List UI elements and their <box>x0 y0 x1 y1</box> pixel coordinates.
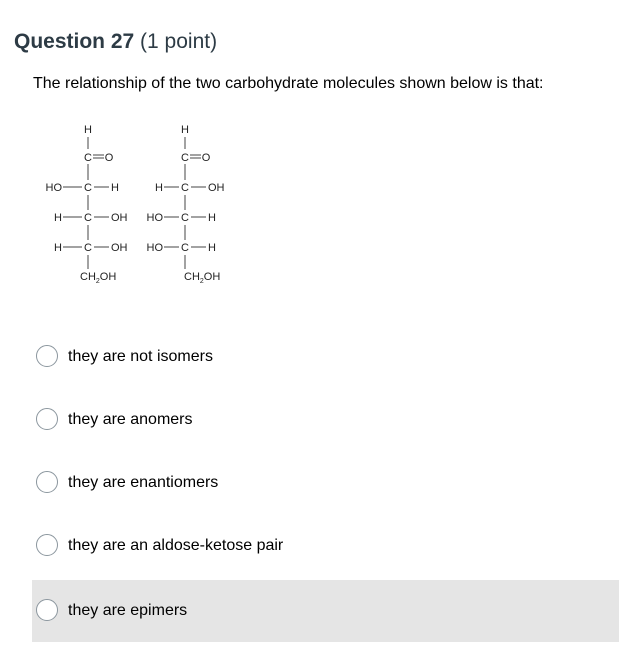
right-top-h: H <box>181 124 189 136</box>
right-row1-left: H <box>155 182 163 194</box>
left-row2-left: H <box>54 212 62 224</box>
question-header <box>14 30 217 54</box>
left-top-h: H <box>84 124 92 136</box>
question-number: Question 27 <box>14 30 135 53</box>
right-row1-right: OH <box>208 182 225 194</box>
right-row2-left: HO <box>146 212 163 224</box>
left-row3-c: C <box>84 242 92 254</box>
right-row2-right: H <box>208 212 216 224</box>
left-row1-left: HO <box>45 182 62 194</box>
left-row2-c: C <box>84 212 92 224</box>
radio-button[interactable] <box>36 408 58 430</box>
answer-option-aldose-ketose[interactable] <box>32 515 619 577</box>
right-row3-right: H <box>208 242 216 254</box>
radio-button[interactable] <box>36 534 58 556</box>
answer-option-label[interactable]: they are anomers <box>68 411 193 428</box>
answer-option-enantiomers[interactable] <box>32 452 619 514</box>
answer-option-label[interactable]: they are not isomers <box>68 348 213 365</box>
answer-option-label[interactable]: they are epimers <box>68 602 188 619</box>
answer-option-not-isomers[interactable] <box>32 326 619 388</box>
left-bottom-group: $CH_2OH$ <box>80 271 117 285</box>
right-row3-c: C <box>181 242 189 254</box>
question-points: (1 point) <box>140 30 218 53</box>
question-text: The relationship of the two carbohydrate molecules shown below is that: <box>33 75 544 92</box>
right-row3-left: HO <box>146 242 163 254</box>
right-carbonyl-c: C <box>181 152 189 164</box>
left-carbonyl-o: O <box>104 152 114 164</box>
radio-button[interactable] <box>36 471 58 493</box>
left-row3-right: OH <box>111 242 128 254</box>
right-molecule <box>147 124 225 285</box>
left-carbonyl-c: C <box>84 152 92 164</box>
left-row3-left: H <box>54 242 62 254</box>
left-molecule <box>46 124 128 285</box>
left-row2-right: OH <box>111 212 128 224</box>
answer-option-anomers[interactable] <box>32 389 619 451</box>
answer-option-label[interactable]: they are enantiomers <box>68 474 219 491</box>
right-row2-c: C <box>181 212 189 224</box>
right-carbonyl-o: O <box>201 152 211 164</box>
left-row1-right: H <box>111 182 119 194</box>
right-row1-c: C <box>181 182 189 194</box>
right-bottom-group: $CH_2OH$ <box>184 271 221 285</box>
left-row1-c: C <box>84 182 92 194</box>
answer-option-label[interactable]: they are an aldose-ketose pair <box>68 537 284 554</box>
answer-option-epimers[interactable] <box>32 580 619 642</box>
radio-button[interactable] <box>36 599 58 621</box>
radio-button[interactable] <box>36 345 58 367</box>
fischer-projections-figure <box>38 118 258 290</box>
